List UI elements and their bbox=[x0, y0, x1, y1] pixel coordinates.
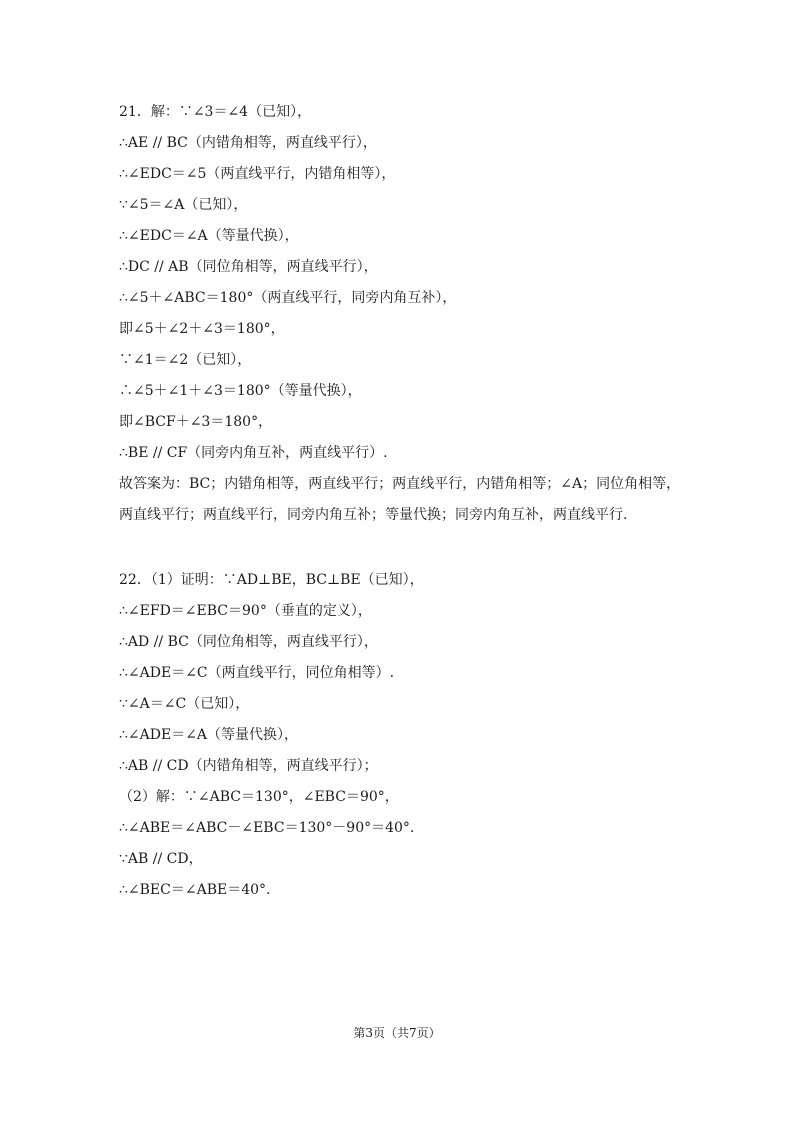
q21-line: ∴AE // BC（内错角相等，两直线平行）， bbox=[119, 135, 377, 151]
q21-line: 即∠5＋∠2＋∠3＝180°， bbox=[119, 321, 285, 337]
question-21-solution bbox=[119, 100, 679, 534]
q21-line: ∴BE // CF（同旁内角互补，两直线平行）. bbox=[119, 445, 388, 461]
q21-line: ∴∠EDC＝∠A（等量代换）， bbox=[119, 228, 299, 244]
page-number-footer: 第3页（共7页） bbox=[353, 1026, 441, 1040]
q22-line: ∴∠BEC＝∠ABE＝40°. bbox=[119, 882, 271, 898]
q21-line: ∴∠5＋∠1＋∠3＝180°（等量代换）， bbox=[119, 383, 362, 399]
q21-answer-line: 两直线平行；两直线平行，同旁内角互补；等量代换；同旁内角互补，两直线平行. bbox=[119, 507, 628, 523]
q22-line: ∴∠ADE＝∠C（两直线平行，同位角相等）. bbox=[119, 665, 395, 681]
q22-line: 22．（1）证明：∵AD⊥BE，BC⊥BE（已知）， bbox=[119, 572, 424, 588]
q21-answer-line: 故答案为：BC；内错角相等，两直线平行；两直线平行，内错角相等；∠A；同位角相等， bbox=[119, 476, 681, 492]
q21-line: 21．解：∵∠3＝∠4（已知）， bbox=[119, 104, 312, 120]
q21-line: ∴DC // AB（同位角相等，两直线平行）， bbox=[119, 259, 378, 275]
q22-line: ∴∠ADE＝∠A（等量代换）， bbox=[119, 727, 299, 743]
q22-line: ∴AB // CD（内错角相等，两直线平行）； bbox=[119, 758, 378, 774]
q22-line: ∴∠ABE＝∠ABC－∠EBC＝130°－90°＝40°. bbox=[119, 820, 415, 836]
q21-line: ∴∠EDC＝∠5（两直线平行，内错角相等）， bbox=[119, 166, 396, 182]
q22-line: ∵AB // CD， bbox=[119, 851, 203, 867]
q22-line: ∴AD // BC（同位角相等，两直线平行）， bbox=[119, 634, 378, 650]
q22-line: （2）解：∵∠ABC＝130°，∠EBC＝90°， bbox=[119, 789, 399, 805]
q21-line: 即∠BCF＋∠3＝180°， bbox=[119, 414, 273, 430]
q21-line: ∵∠5＝∠A（已知）， bbox=[119, 197, 248, 213]
q22-line: ∴∠EFD＝∠EBC＝90°（垂直的定义）， bbox=[119, 603, 372, 619]
q22-line: ∵∠A＝∠C（已知）， bbox=[119, 696, 250, 712]
q21-line: ∵∠1＝∠2（已知）， bbox=[119, 352, 252, 368]
question-22-solution bbox=[119, 568, 679, 909]
q21-line: ∴∠5＋∠ABC＝180°（两直线平行，同旁内角互补）， bbox=[119, 290, 457, 306]
